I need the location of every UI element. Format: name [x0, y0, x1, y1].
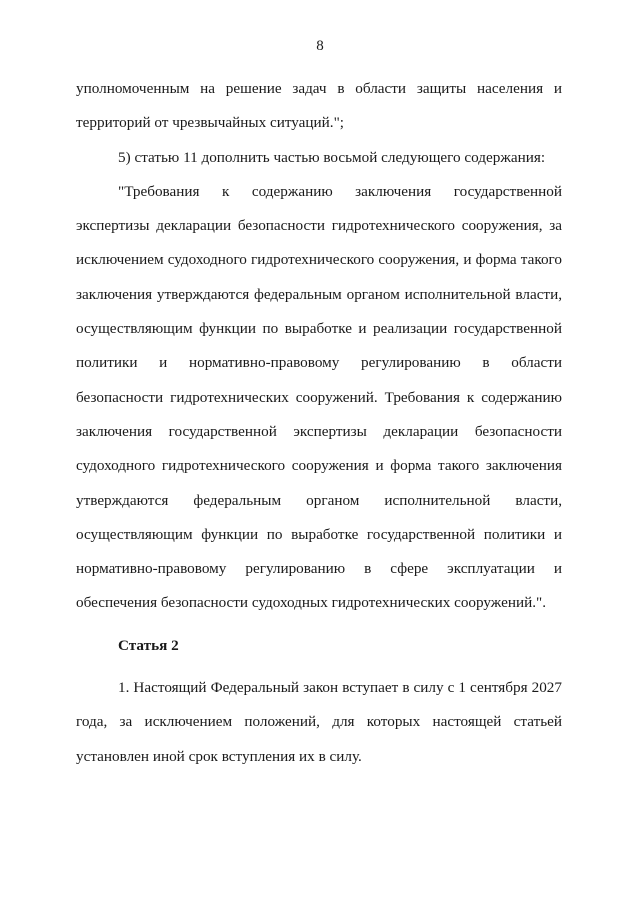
page-number: 8 — [316, 38, 324, 54]
paragraph-article2-item1: 1. Настоящий Федеральный закон вступает в силу с 1 сентября 2027 года, за исключением положений, для которых настоящей статьей установлен иной срок вступления их в силу. — [76, 679, 562, 765]
spacer — [76, 663, 562, 671]
article-heading: Статья 2 — [118, 636, 179, 654]
paragraph-continuation: уполномоченным на решение задач в области защиты населения и территорий от чрезвычайных ситуаций."; — [76, 80, 562, 132]
document-body — [76, 72, 562, 774]
paragraph-item-5: 5) статью 11 дополнить частью восьмой следующего содержания: — [118, 148, 546, 166]
paragraph-quoted-amendment: "Требования к содержанию заключения государственной экспертизы декларации безопасности гидротехнического сооружения, за исключением судоходного гидротехнического сооружения, и форма такого заключения утверждаются федеральным органом исполнительной власти, осуществляющим функции по выработке и реализации государственной политики и нормативно-правовому регулированию в области безопасности гидротехнических сооружений. Требования к содержанию заключения государственной экспертизы декларации безопасности судоходного гидротехнического сооружения и форма такого заключения утверждаются федеральным органом исполнительной власти, осуществляющим функции по выработке государственной политики и нормативно-правовому регулированию в сфере эксплуатации и обеспечения безопасности судоходных гидротехнических сооружений.". — [76, 182, 562, 612]
spacer — [76, 621, 562, 629]
